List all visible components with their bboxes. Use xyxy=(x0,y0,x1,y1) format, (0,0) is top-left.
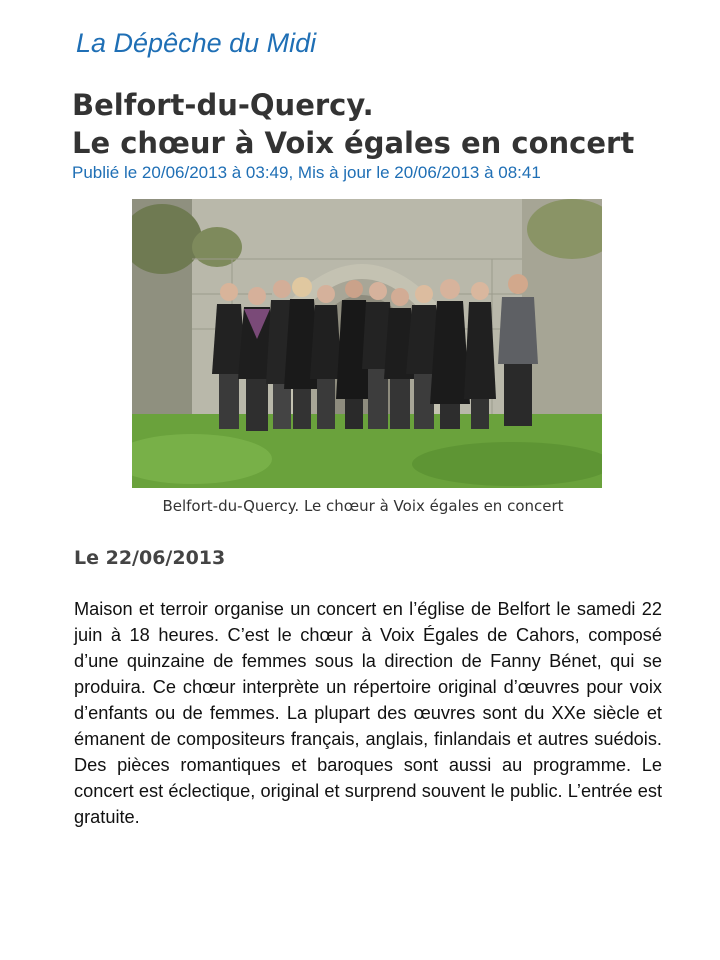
published-date: Publié le 20/06/2013 à 03:49, Mis à jour le 20/06/2013 à 08:41 xyxy=(72,163,541,182)
headline-line-2: Le chœur à Voix égales en concert xyxy=(72,126,635,160)
choir-photo xyxy=(132,199,602,488)
headline-line-1: Belfort-du-Quercy. xyxy=(72,88,374,122)
article-date: Le 22/06/2013 xyxy=(74,547,226,569)
masthead: La Dépêche du Midi xyxy=(76,28,317,58)
choir-photo-illustration xyxy=(132,199,602,488)
headline xyxy=(72,86,692,162)
article-body: Maison et terroir organise un concert en l’église de Belfort le samedi 22 juin à 18 heures. C’est le chœur à Voix Égales de Cahors, composé d’une quinzaine de femmes sous la direction de Fanny Bénet, qui se produira. Ce chœur interprète un répertoire original d’œuvres pour voix d’enfants ou de femmes. La plupart des œuvres sont du XXe siècle et émanent de compositeurs français, anglais, finlandais et autres suédois. Des pièces romantiques et baroques sont aussi au programme. Le concert est éclectique, original et surprend souvent le public. L’entrée est gratuite. xyxy=(74,599,662,827)
photo-caption: Belfort-du-Quercy. Le chœur à Voix égales en concert xyxy=(162,497,564,515)
